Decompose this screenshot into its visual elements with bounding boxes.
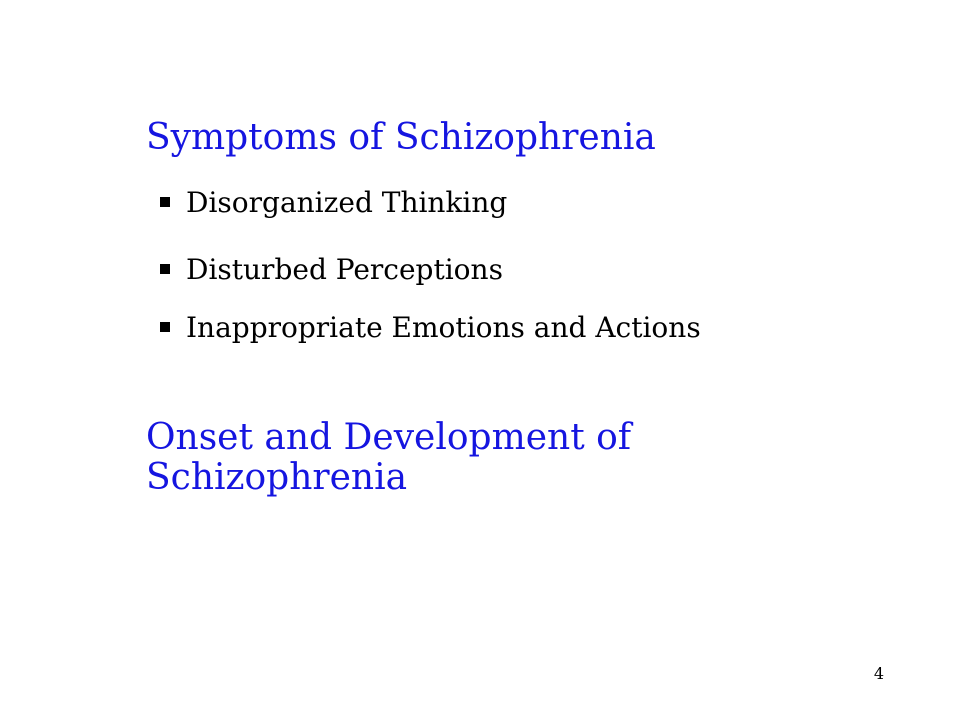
square-bullet-icon — [160, 322, 170, 332]
bullet-item — [160, 240, 701, 298]
bullet-item — [160, 182, 701, 222]
bullet-text: Inappropriate Emotions and Actions — [186, 310, 701, 344]
bullet-item — [160, 298, 701, 356]
page-number: 4 — [873, 664, 884, 683]
symptoms-bullet-list — [160, 182, 701, 356]
section-heading-symptoms: Symptoms of Schizophrenia — [146, 117, 656, 158]
section-heading-onset: Onset and Development of Schizophrenia — [146, 417, 632, 498]
bullet-text: Disturbed Perceptions — [186, 252, 503, 286]
square-bullet-icon — [160, 197, 170, 207]
bullet-text: Disorganized Thinking — [186, 185, 508, 219]
square-bullet-icon — [160, 264, 170, 274]
